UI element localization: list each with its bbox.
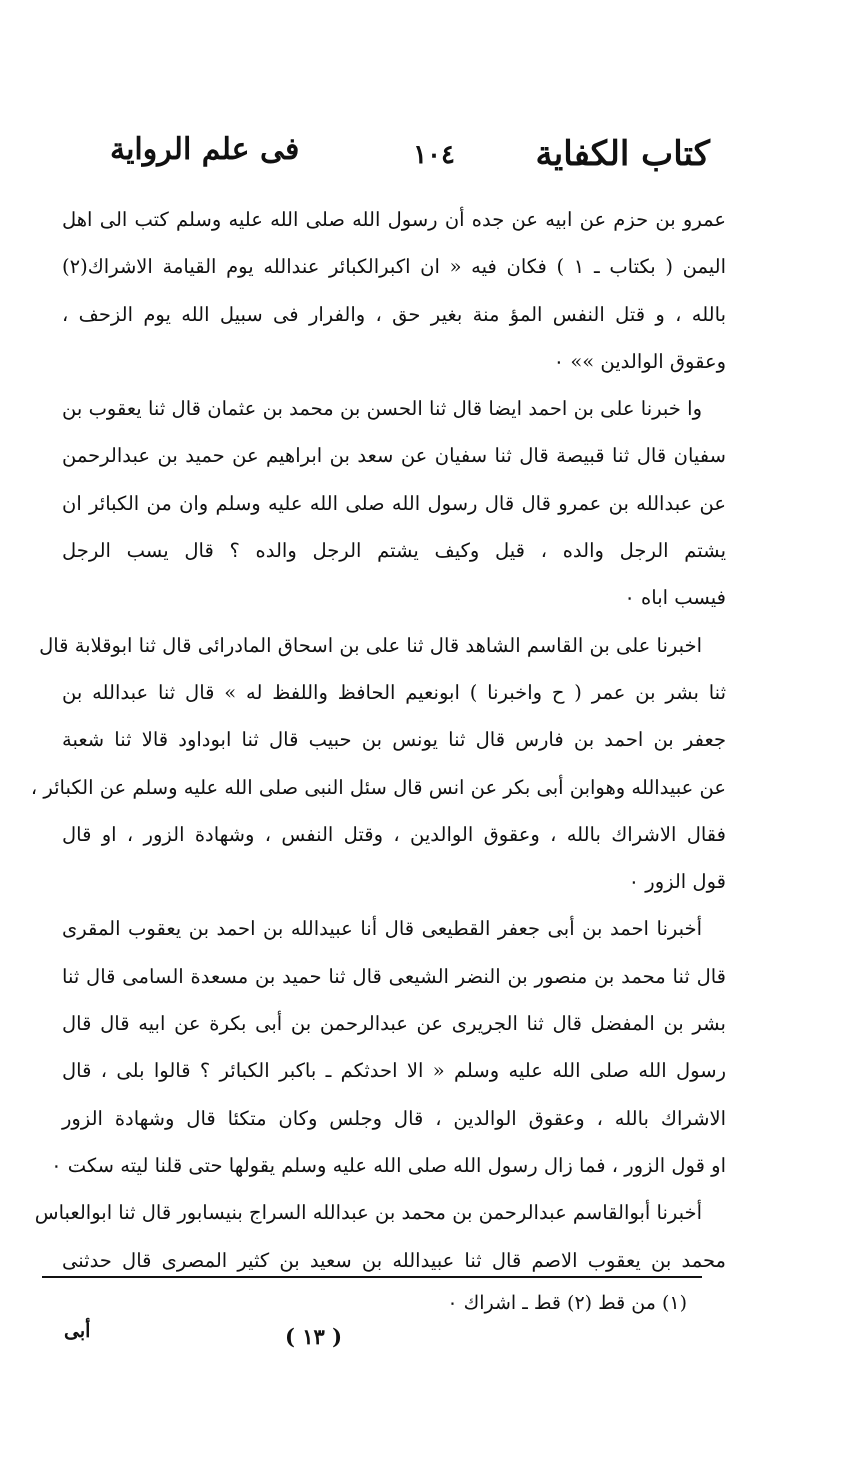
text-line: أخبرنا احمد بن أبى جعفر القطيعى قال أنا عبيدالله بن احمد بن يعقوب المقرى: [62, 917, 702, 941]
text-line: عمرو بن حزم عن ابيه عن جده أن رسول الله صلى الله عليه وسلم كتب الى اهل: [62, 208, 726, 231]
text-line: عن عبيدالله وهوابن أبى بكر عن انس قال سئل النبى صلى الله عليه وسلم عن الكبائر ،: [30, 775, 726, 799]
signature-mark: ( ١٣ ): [285, 1324, 343, 1349]
main-text: [30, 196, 726, 1284]
text-line: قال ثنا محمد بن منصور بن النضر الشيعى قال ثنا حميد بن مسعدة السامى قال ثنا: [62, 964, 726, 988]
text-line: اليمن ( بكتاب ـ ١ ) فكان فيه « ان اكبرالكبائر عندالله يوم القيامة الاشراك(٢): [62, 255, 726, 279]
text-line: فيسب اباه ٠: [624, 586, 726, 610]
text-line: قول الزور ٠: [628, 870, 726, 894]
footnote-divider: [42, 1276, 702, 1278]
book-title: كتاب الكفاية: [535, 134, 710, 174]
text-line: فقال الاشراك بالله ، وعقوق الوالدين ، وقتل النفس ، وشهادة الزور ، او قال: [62, 822, 726, 846]
text-line: محمد بن يعقوب الاصم قال ثنا عبيدالله بن سعيد بن كثير المصرى قال حدثنى: [62, 1248, 726, 1272]
text-line: وعقوق الوالدين »» ٠: [553, 349, 726, 373]
page-header: [110, 128, 710, 188]
text-line: او قول الزور ، فما زال رسول الله صلى الله عليه وسلم يقولها حتى قلنا ليته سكت ٠: [51, 1153, 726, 1177]
running-subtitle: فى علم الرواية: [110, 132, 300, 167]
text-line: جعفر بن احمد بن فارس قال ثنا يونس بن حبيب قال ثنا ابوداود قالا ثنا شعبة: [62, 728, 726, 752]
page-number: ١٠٤: [413, 140, 455, 170]
text-line: أخبرنا أبوالقاسم عبدالرحمن بن محمد بن عبدالله السراج بنيسابور قال ثنا ابوالعباس: [34, 1201, 702, 1225]
text-line: وا خبرنا على بن احمد ايضا قال ثنا الحسن بن محمد بن عثمان قال ثنا يعقوب بن: [62, 397, 702, 421]
text-line: رسول الله صلى الله عليه وسلم « الا احدثكم ـ باكبر الكبائر ؟ قالوا بلى ، قال: [62, 1059, 726, 1083]
text-line: عن عبدالله بن عمرو قال قال رسول الله صلى الله عليه وسلم وان من الكبائر ان: [62, 491, 726, 515]
text-line: بالله ، و قتل النفس المؤ منة بغير حق ، والفرار فى سبيل الله يوم الزحف ،: [62, 302, 726, 326]
text-line: يشتم الرجل والده ، قيل وكيف يشتم الرجل والده ؟ قال يسب الرجل: [62, 539, 726, 563]
text-line: سفيان قال ثنا قبيصة قال ثنا سفيان عن سعد بن ابراهيم عن حميد بن عبدالرحمن: [62, 444, 726, 468]
text-line: ثنا بشر بن عمر ( ح واخبرنا ) ابونعيم الحافظ واللفظ له » قال ثنا عبدالله بن: [62, 680, 726, 704]
catchword: أبى: [64, 1320, 91, 1342]
text-line: الاشراك بالله ، وعقوق الوالدين ، قال وجلس وكان متكئا قال وشهادة الزور: [62, 1106, 726, 1130]
text-line: بشر بن المفضل قال ثنا الجريرى عن عبدالرحمن بن أبى بكرة عن ابيه قال قال: [62, 1012, 726, 1036]
text-line: اخبرنا على بن القاسم الشاهد قال ثنا على بن اسحاق المادرائى قال ثنا ابوقلابة قال: [39, 633, 702, 657]
footnote: (١) من قط (٢) قط ـ اشراك ٠: [447, 1292, 687, 1314]
